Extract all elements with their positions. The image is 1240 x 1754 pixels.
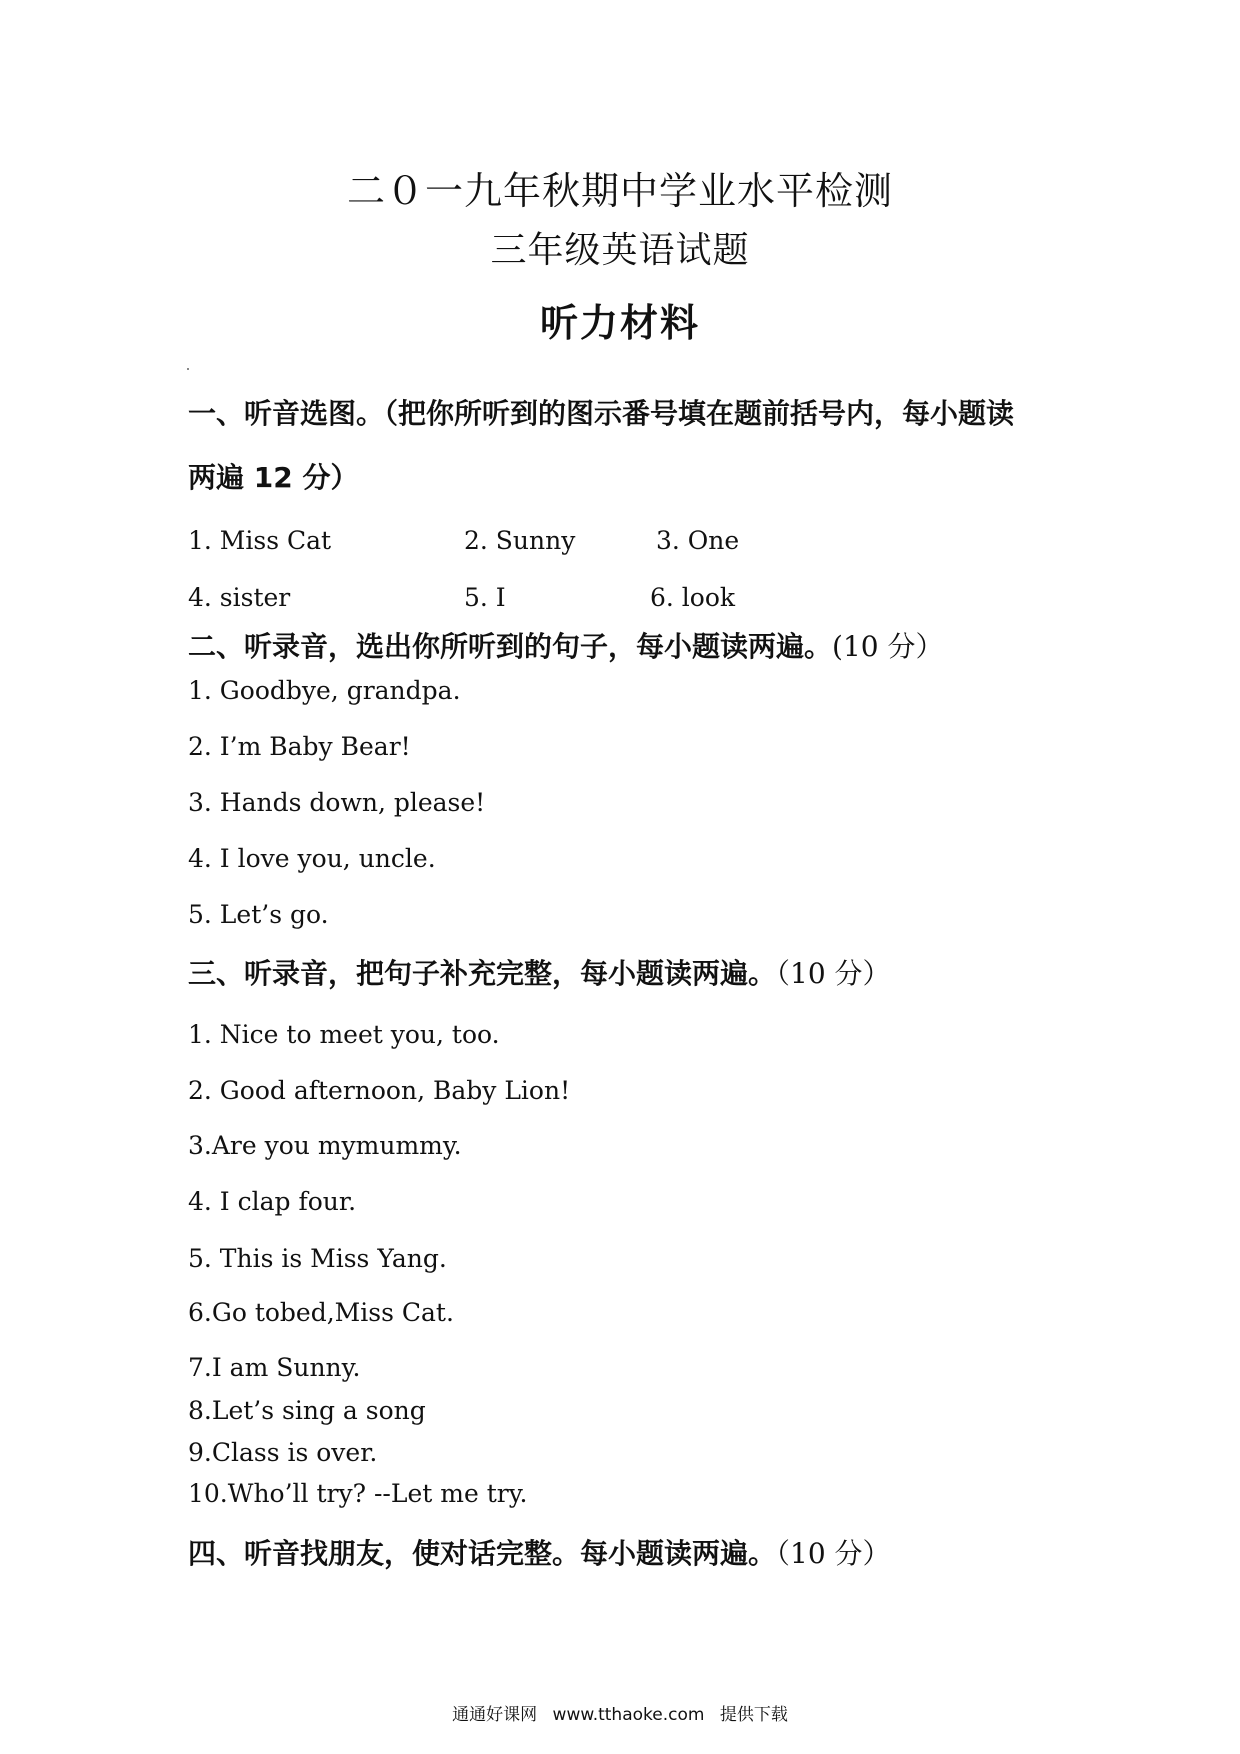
section-2-item: 2. I’m Baby Bear! bbox=[188, 732, 411, 761]
scan-speck bbox=[187, 368, 189, 370]
section-1-option: 5. I bbox=[464, 583, 506, 612]
footer-url[interactable]: www.tthaoke.com bbox=[552, 1705, 705, 1725]
section-2-item: 1. Goodbye, grandpa. bbox=[188, 676, 461, 705]
section-2-heading-text: 二、听录音，选出你所听到的句子，每小题读两遍。 bbox=[188, 630, 833, 663]
listening-material-title: 听力材料 bbox=[539, 301, 700, 345]
section-3-score: （10 分） bbox=[776, 957, 891, 990]
section-1-heading: 一、听音选图。（把你所听到的图示番号填在题前括号内，每小题读 bbox=[188, 397, 1015, 430]
footer-site-name: 通通好课网 bbox=[452, 1705, 538, 1725]
section-3-heading bbox=[188, 952, 891, 992]
section-2-item: 5. Let’s go. bbox=[188, 900, 329, 929]
section-4-score: （10 分） bbox=[776, 1537, 891, 1570]
section-1-option: 3. One bbox=[656, 526, 740, 555]
section-3-item: 8.Let’s sing a song bbox=[188, 1396, 426, 1425]
section-1-option: 4. sister bbox=[188, 583, 291, 612]
section-3-item: 7.I am Sunny. bbox=[188, 1353, 361, 1382]
section-1-option: 6. look bbox=[650, 583, 736, 612]
section-3-item: 4. I clap four. bbox=[188, 1187, 357, 1216]
section-3-item: 2. Good afternoon, Baby Lion! bbox=[188, 1076, 571, 1105]
section-1-option: 1. Miss Cat bbox=[188, 526, 332, 555]
section-3-item: 1. Nice to meet you, too. bbox=[188, 1020, 500, 1049]
section-3-item: 10.Who’ll try? --Let me try. bbox=[188, 1479, 528, 1508]
section-3-item: 6.Go tobed,Miss Cat. bbox=[188, 1298, 454, 1327]
section-3-item: 5. This is Miss Yang. bbox=[188, 1244, 447, 1273]
section-3-heading-text: 三、听录音，把句子补充完整，每小题读两遍。 bbox=[188, 957, 777, 990]
section-2-item: 4. I love you, uncle. bbox=[188, 844, 436, 873]
exam-subtitle: 三年级英语试题 bbox=[490, 230, 750, 271]
footer bbox=[0, 1700, 1240, 1725]
section-1-option: 2. Sunny bbox=[464, 526, 576, 555]
section-2-heading bbox=[188, 625, 943, 665]
section-2-score: (10 分） bbox=[832, 630, 944, 663]
footer-suffix: 提供下载 bbox=[719, 1705, 788, 1725]
section-2-item: 3. Hands down, please! bbox=[188, 788, 486, 817]
exam-title: 二０一九年秋期中学业水平检测 bbox=[346, 169, 893, 213]
section-1-heading-cont: 两遍 12 分） bbox=[188, 461, 359, 494]
section-3-item: 3.Are you mymummy. bbox=[188, 1131, 462, 1160]
section-4-heading-text: 四、听音找朋友，使对话完整。每小题读两遍。 bbox=[188, 1537, 777, 1570]
section-4-heading bbox=[188, 1532, 891, 1572]
section-3-item: 9.Class is over. bbox=[188, 1438, 378, 1467]
